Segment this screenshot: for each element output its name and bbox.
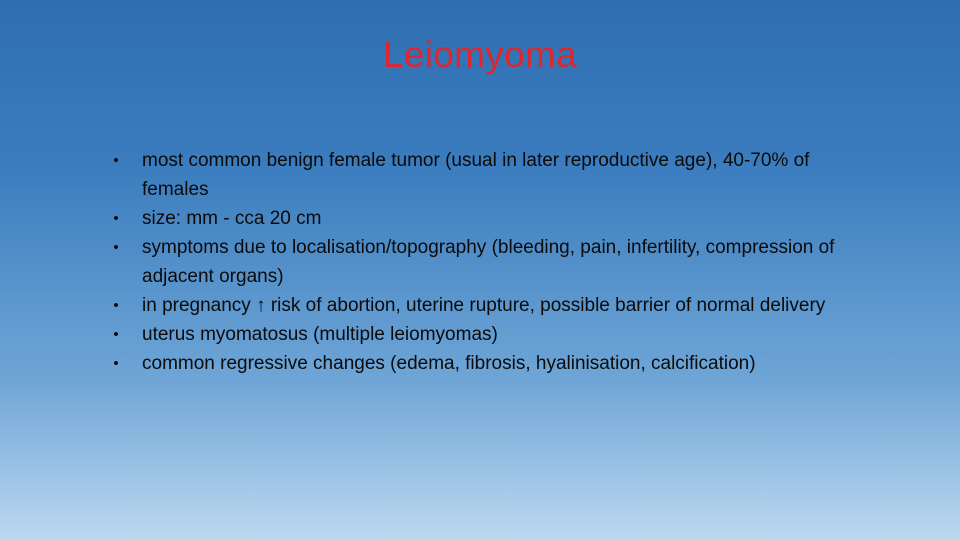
bullet-icon: • (113, 210, 119, 227)
bullet-text: size: mm - cca 20 cm (142, 208, 322, 229)
bullet-icon: • (113, 152, 119, 169)
list-item (108, 349, 878, 378)
bullet-text: common regressive changes (edema, fibrosis, hyalinisation, calcification) (142, 353, 756, 374)
list-item (108, 233, 878, 291)
bullet-icon: • (113, 297, 119, 314)
list-item (108, 204, 878, 233)
list-item (108, 146, 878, 204)
bullet-list (108, 146, 878, 378)
bullet-icon: • (113, 239, 119, 256)
bullet-text: most common benign female tumor (usual in later reproductive age), 40-70% of females (142, 150, 810, 200)
slide-title: Leiomyoma (383, 34, 577, 75)
bullet-icon: • (113, 355, 119, 372)
bullet-icon: • (113, 326, 119, 343)
bullet-text: symptoms due to localisation/topography (bleeding, pain, infertility, compression of adjacent organs) (142, 237, 835, 287)
list-item (108, 291, 878, 320)
list-item (108, 320, 878, 349)
bullet-text: in pregnancy ↑ risk of abortion, uterine rupture, possible barrier of normal delivery (142, 295, 826, 316)
bullet-text: uterus myomatosus (multiple leiomyomas) (142, 324, 498, 345)
